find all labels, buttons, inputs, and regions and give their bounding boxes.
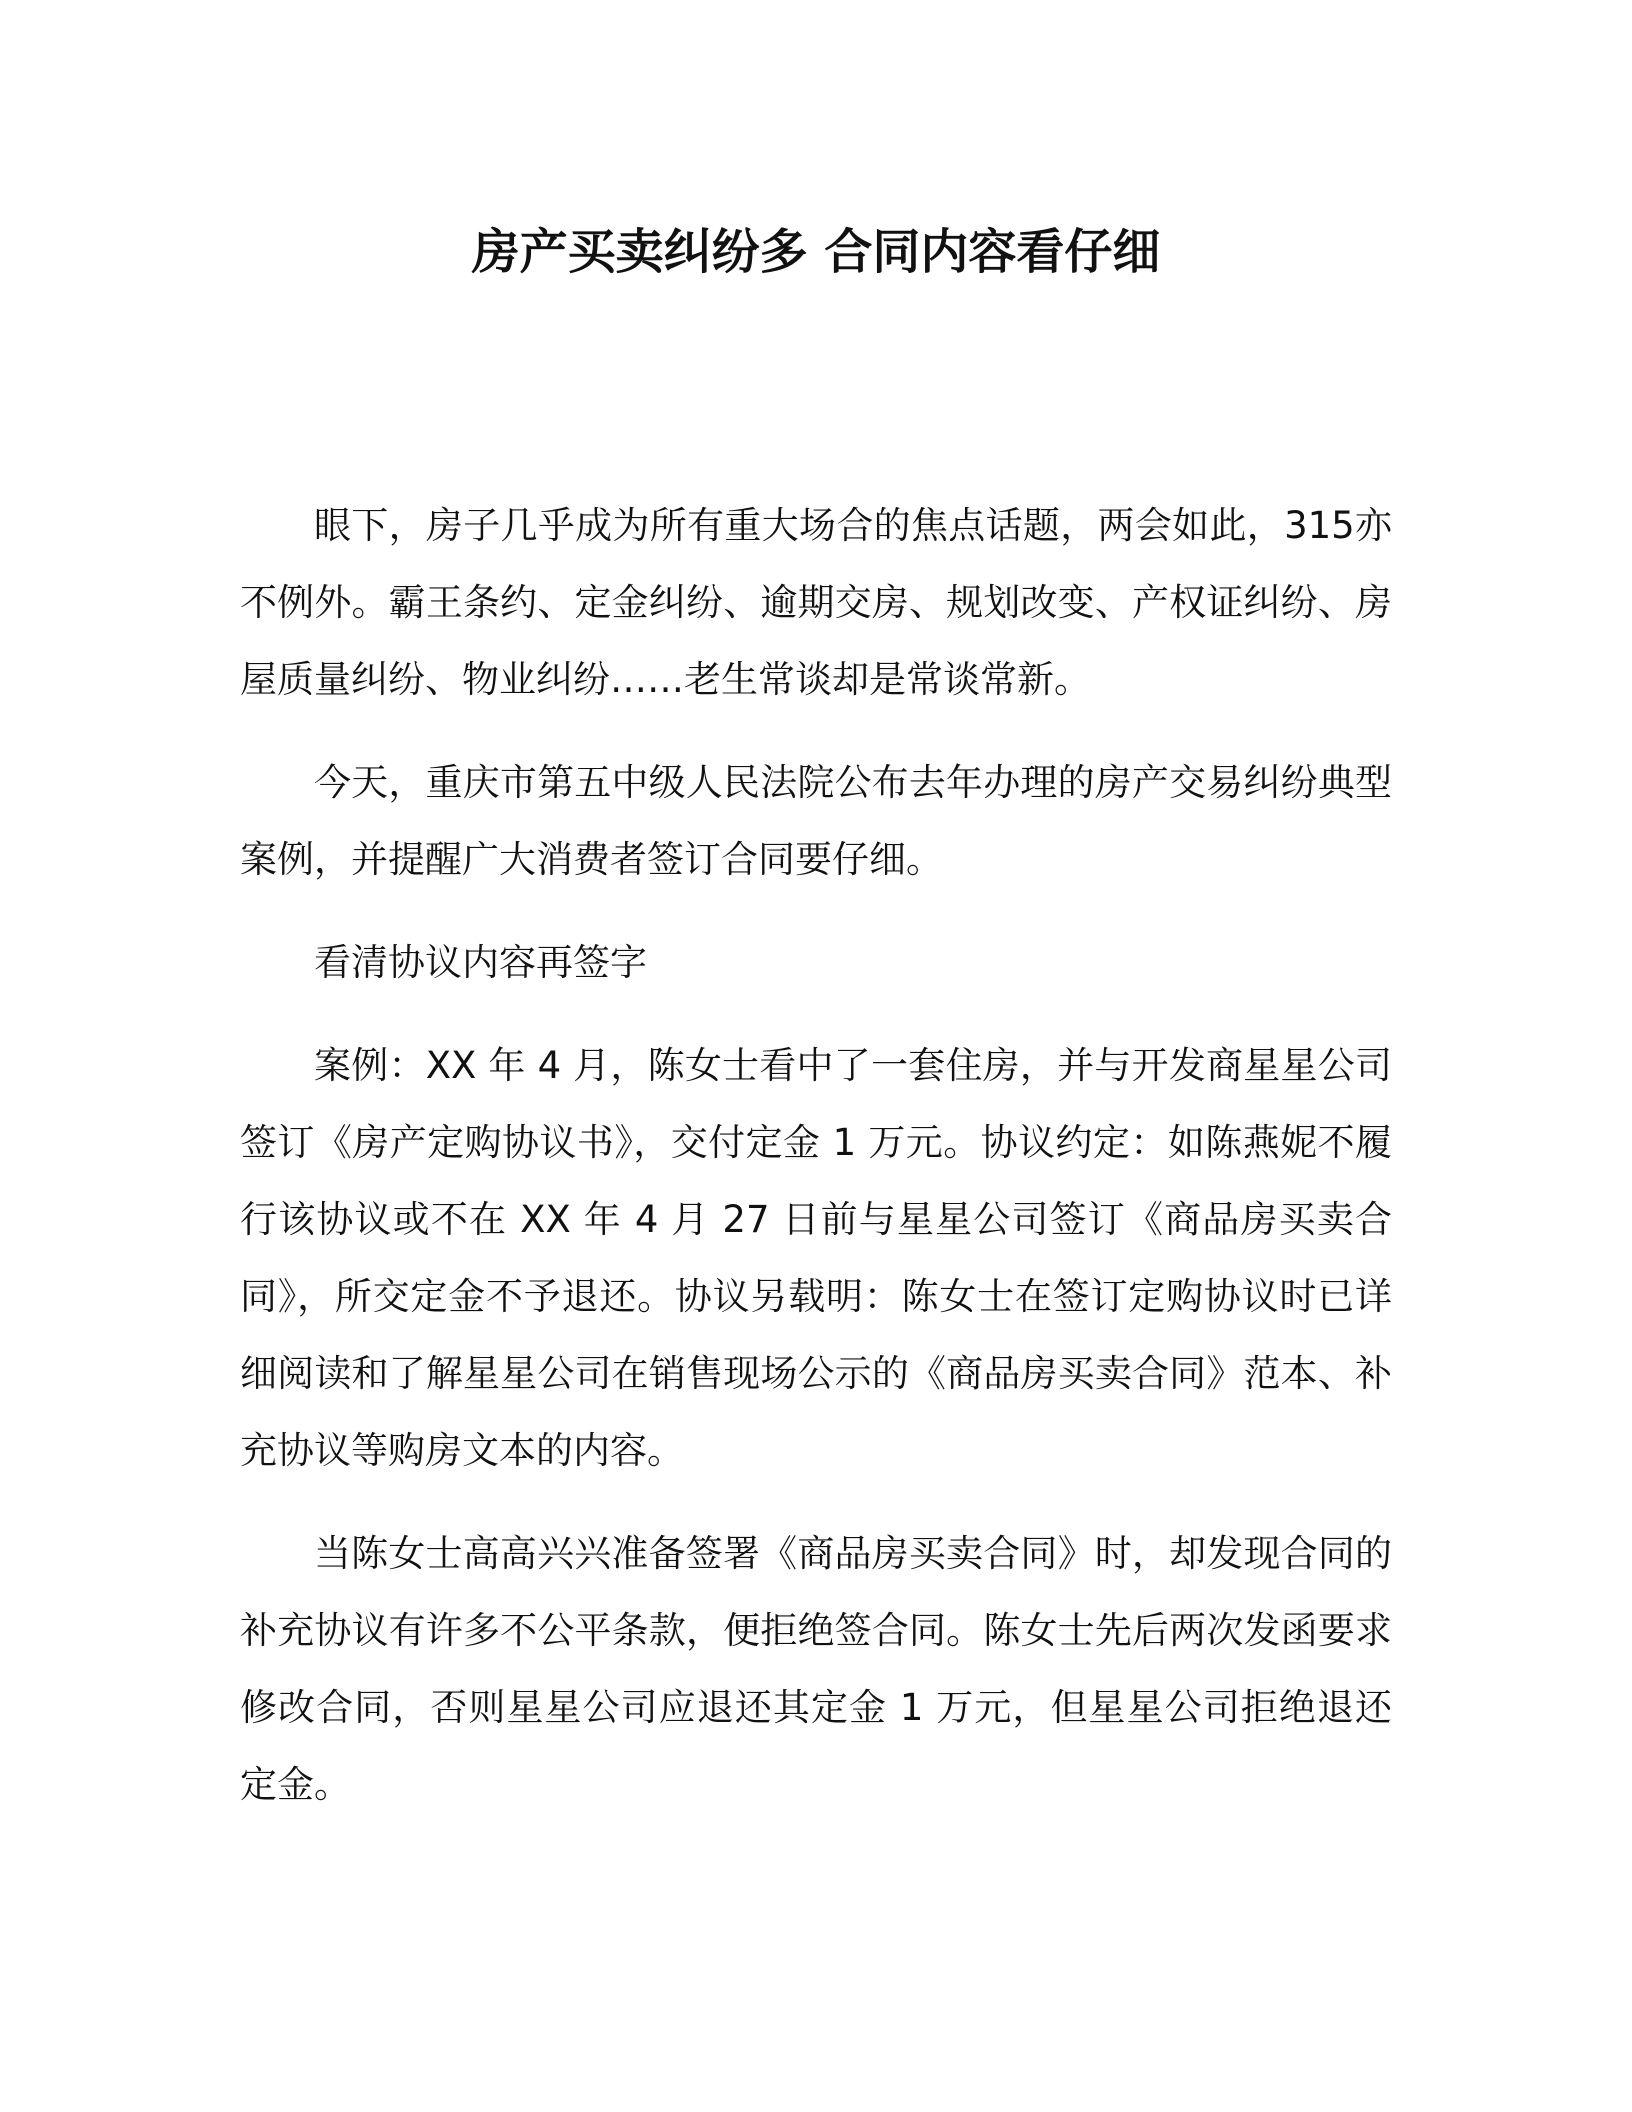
paragraph-case-followup: 当陈女士高高兴兴准备签署《商品房买卖合同》时，却发现合同的补充协议有许多不公平条款，便拒绝签合同。陈女士先后两次发函要求修改合同，否则星星公司应退还其定金 1 万元，但星星公司拒绝退还定金。 xyxy=(240,1532,1392,1806)
section-heading: 看清协议内容再签字 xyxy=(314,941,647,984)
document-body xyxy=(240,487,1392,1849)
document-title: 房产买卖纠纷多 合同内容看仔细 xyxy=(471,224,1161,280)
paragraph-intro: 眼下，房子几乎成为所有重大场合的焦点话题，两会如此，315亦不例外。霸王条约、定金纠纷、逾期交房、规划改变、产权证纠纷、房屋质量纠纷、物业纠纷……老生常谈却是常谈常新。 xyxy=(240,504,1392,701)
paragraph-case: 案例：XX 年 4 月，陈女士看中了一套住房，并与开发商星星公司签订《房产定购协议书》，交付定金 1 万元。协议约定：如陈燕妮不履行该协议或不在 XX 年 4 月 27 日前与星星公司签订《商品房买卖合同》，所交定金不予退还。协议另载明：陈女士在签订定购协议时已详细阅读和了解星星公司在销售现场公示的《商品房买卖合同》范本、补充协议等购房文本的内容。 xyxy=(240,1044,1392,1472)
paragraph-court-announcement: 今天，重庆市第五中级人民法院公布去年办理的房产交易纠纷典型案例，并提醒广大消费者签订合同要仔细。 xyxy=(240,761,1392,881)
